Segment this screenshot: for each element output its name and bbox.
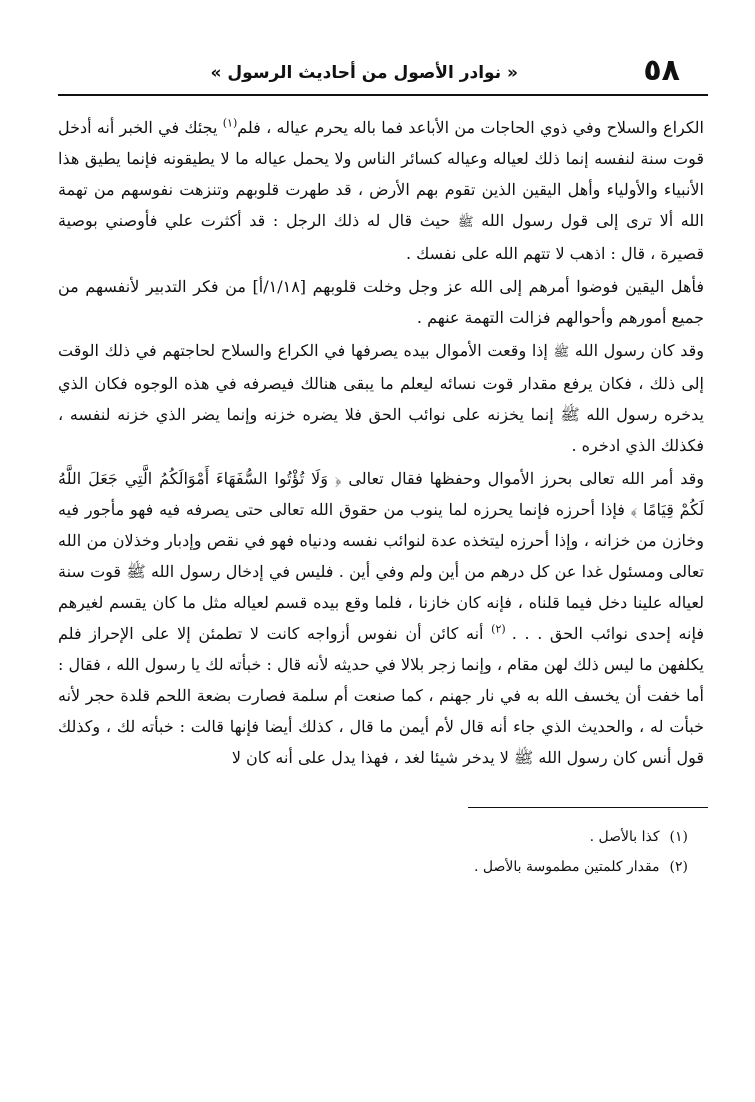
text-span: وقد أمر الله تعالى بحرز الأموال وحفظها فقال تعالى ﴿ وَلَا تُؤْتُوا السُّفَهَاءَ أَمْوَالَكُمُ الَّتِي جَعَلَ اللَّهُ لَكُمْ قِيَامًا ﴾ فإذا أحرزه فإنما يحرزه لما ينوب من حقوق الله تعالى حتى يصرفه فيه فهو مأجور فيه وخازن من خزانه ، وإذا أحرزه ليتخذه عدة لنوائب نفسه ودنياه فهو في نقص وإدبار وخذلان من الله تعالى ومسئول غدا عن كل درهم من أين ولم وفي أين . فليس في إدخال رسول الله ﷺ قوت سنة لعياله علينا دخل فيما قلناه ، فإنه كان خازنا ، فلما وقع بيده قسم لعياله مثل ما كان يقسم لغيرهم فإنه إحدى نوائب الحق . . . [58,469,705,643]
text-span: الكراع والسلاح وفي ذوي الحاجات من الأباعد فما باله يحرم عياله ، فلم [237,118,705,137]
footnote-separator [468,807,708,808]
text-span: حيث قال له ذلك الرجل : قد أكثرت علي فأوصني بوصية قصيرة ، قال : اذهب لا تتهم الله على نفسك . [58,211,704,263]
page-header [58,50,708,96]
running-title: « نوادر الأصول من أحاديث الرسول » [210,63,518,83]
text-span: إذا وقعت الأموال بيده يصرفها في الكراع والسلاح لحاجتهم في ذلك الوقت إلى ذلك ، فكان يرفع مقدار قوت نسائه ليعلم ما يبقى هنالك فيصرفه في هذه الوجوه فكان الذي يدخره رسول الله ﷺ إنما يخزنه على نوائب الحق فلا يضره خزنه وإنما يضر الذي خزنه لنفسه ، فكذلك الذي ادخره . [58,341,704,455]
main-text [58,112,708,773]
salla-ligature: ﷺ [553,345,570,360]
footnote-2 [58,852,708,882]
paragraph-1 [58,112,704,269]
text-span: فأهل اليقين فوضوا أمرهم إلى الله عز وجل وخلت قلوبهم [١/١٨/أ] من فكر التدبير لأنفسهم من جميع أمورهم وأحوالهم فزالت التهمة عنهم . [58,277,704,327]
footnote-reference-1: (١) [222,116,238,130]
footnote-text: كذا بالأصل . [589,829,660,845]
footnote-1 [58,822,708,852]
paragraph-4 [58,463,704,773]
text-span: وقد كان رسول الله [574,341,704,360]
text-span: يجئك في الخبر أنه أدخل قوت سنة لنفسه إنما ذلك لعياله وعياله كسائر الناس ولا يحمل عياله ما لا يطيقونه فإنما يطيق هذا الأنبياء والأولياء وأهل اليقين الذين تقوم بهم الأرض ، قد طهرت قلوبهم وتنزهت نفوسهم من تهمة الله ألا ترى إلى قول رسول الله [58,118,705,230]
footnote-text: مقدار كلمتين مطموسة بالأصل . [474,859,660,875]
footnotes [58,822,708,882]
footnote-marker: (١) [669,829,688,845]
footnote-reference-2: (٢) [491,622,512,636]
footnote-marker: (٢) [669,859,688,875]
page-number: ٥٨ [643,53,680,88]
paragraph-2 [58,271,704,333]
paragraph-3 [58,335,704,461]
salla-ligature: ﷺ [457,215,474,230]
text-span: أنه كائن أن نفوس أزواجه كانت لا تطمئن إلا على الإحراز فلم يكلفهن ما ليس ذلك لهن مقام ، وإنما زجر بلالا في حديثه لأنه قال : خبأته لك يا رسول الله ، فقال : أما خفت أن يخسف الله به في نار جهنم ، كما صنعت أم سلمة فصارت بضعة اللحم قلدة حجر لأنه خبأت له ، والحديث الذي جاء أنه قال لأم أيمن ما قال ، كذلك أيضا فإنها قالت : خبأته لك ، وكذلك قول أنس كان رسول الله ﷺ لا يدخر شيئا لغد ، فهذا يدل على أنه كان لا [58,624,704,767]
book-page [58,50,708,1080]
